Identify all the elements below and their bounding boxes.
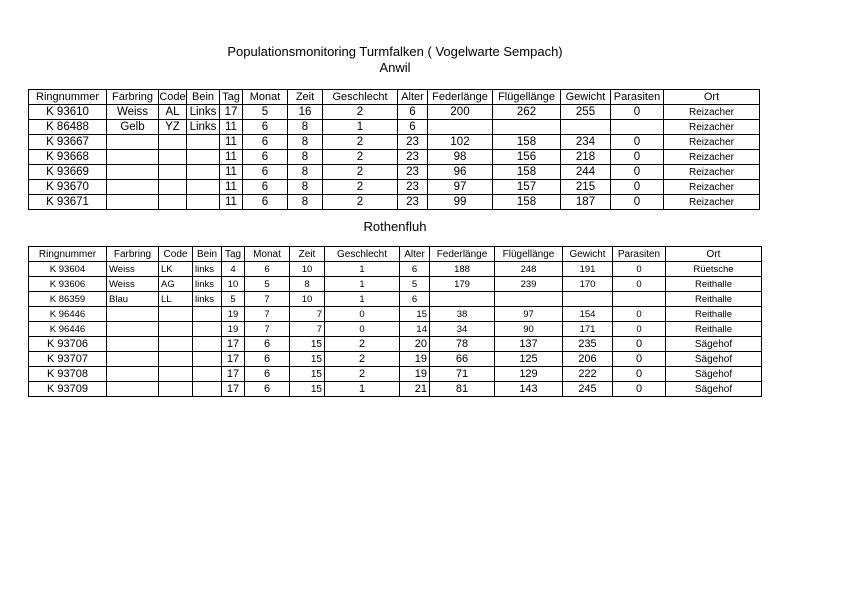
cell-monat: 6 <box>245 337 290 352</box>
cell-gewicht: 235 <box>563 337 613 352</box>
cell-zeit: 8 <box>290 277 325 292</box>
cell-parasiten: 0 <box>611 105 664 120</box>
rothenfluh-table <box>28 246 762 397</box>
cell-farbring <box>107 352 159 367</box>
cell-ringnummer: K 93670 <box>29 180 107 195</box>
column-header-fluegellaenge: Flügellänge <box>493 90 561 105</box>
cell-parasiten <box>613 292 666 307</box>
column-header-code: Code <box>159 247 193 262</box>
cell-farbring: Weiss <box>107 262 159 277</box>
table-row <box>29 165 760 180</box>
cell-zeit: 15 <box>290 367 325 382</box>
cell-code: AL <box>159 105 187 120</box>
cell-bein: links <box>193 262 222 277</box>
column-header-geschlecht: Geschlecht <box>323 90 398 105</box>
cell-code <box>159 165 187 180</box>
cell-bein <box>187 150 220 165</box>
cell-fluegellaenge: 248 <box>495 262 563 277</box>
anwil-table <box>28 89 760 210</box>
cell-code: AG <box>159 277 193 292</box>
cell-ort: Reizacher <box>664 195 760 210</box>
cell-farbring: Gelb <box>107 120 159 135</box>
column-header-farbring: Farbring <box>107 90 159 105</box>
cell-tag: 17 <box>222 352 245 367</box>
cell-zeit: 8 <box>288 120 323 135</box>
cell-parasiten: 0 <box>611 165 664 180</box>
cell-fluegellaenge <box>495 292 563 307</box>
cell-gewicht: 187 <box>561 195 611 210</box>
cell-geschlecht: 1 <box>325 382 400 397</box>
cell-tag: 11 <box>220 135 243 150</box>
cell-ort: Sägehof <box>666 352 762 367</box>
cell-ort: Reithalle <box>666 277 762 292</box>
cell-parasiten: 0 <box>613 352 666 367</box>
cell-federlaenge: 78 <box>430 337 495 352</box>
cell-gewicht: 244 <box>561 165 611 180</box>
cell-federlaenge: 66 <box>430 352 495 367</box>
cell-code <box>159 337 193 352</box>
column-header-bein: Bein <box>193 247 222 262</box>
cell-tag: 11 <box>220 150 243 165</box>
cell-monat: 6 <box>243 135 288 150</box>
cell-tag: 11 <box>220 120 243 135</box>
cell-gewicht: 234 <box>561 135 611 150</box>
column-header-code: Code <box>159 90 186 103</box>
cell-geschlecht: 2 <box>325 367 400 382</box>
cell-gewicht: 206 <box>563 352 613 367</box>
cell-bein <box>193 322 222 337</box>
cell-alter: 6 <box>400 292 430 307</box>
cell-code <box>159 135 187 150</box>
cell-parasiten: 0 <box>613 382 666 397</box>
column-header-geschlecht: Geschlecht <box>325 247 400 262</box>
cell-ringnummer: K 93708 <box>29 367 107 382</box>
cell-fluegellaenge: 157 <box>493 180 561 195</box>
cell-code: LL <box>159 292 193 307</box>
column-header-ort: Ort <box>664 90 760 105</box>
cell-ort: Reithalle <box>666 322 762 337</box>
cell-ort: Reizacher <box>664 150 760 165</box>
cell-gewicht: 245 <box>563 382 613 397</box>
cell-zeit: 8 <box>288 150 323 165</box>
cell-zeit: 8 <box>288 135 323 150</box>
cell-ort: Sägehof <box>666 337 762 352</box>
cell-farbring <box>107 307 159 322</box>
cell-parasiten: 0 <box>611 135 664 150</box>
table-row <box>29 337 762 352</box>
cell-alter: 23 <box>398 135 428 150</box>
column-header-federlaenge: Federlänge <box>430 247 495 262</box>
cell-code <box>159 352 193 367</box>
cell-geschlecht: 2 <box>323 150 398 165</box>
cell-fluegellaenge: 137 <box>495 337 563 352</box>
cell-federlaenge <box>430 292 495 307</box>
cell-bein <box>187 165 220 180</box>
cell-parasiten: 0 <box>613 322 666 337</box>
cell-ort: Reithalle <box>666 307 762 322</box>
cell-ringnummer: K 93606 <box>29 277 107 292</box>
cell-tag: 5 <box>222 292 245 307</box>
cell-federlaenge: 188 <box>430 262 495 277</box>
cell-farbring <box>107 367 159 382</box>
cell-zeit: 10 <box>290 262 325 277</box>
column-header-parasiten: Parasiten <box>613 247 666 262</box>
column-header-zeit: Zeit <box>288 90 323 105</box>
cell-zeit: 8 <box>288 180 323 195</box>
cell-ort: Reizacher <box>664 105 760 120</box>
cell-alter: 19 <box>400 352 430 367</box>
cell-code <box>159 367 193 382</box>
cell-ringnummer: K 93604 <box>29 262 107 277</box>
table-row <box>29 292 762 307</box>
cell-ort: Reizacher <box>664 135 760 150</box>
cell-alter: 21 <box>400 382 430 397</box>
cell-ringnummer: K 93667 <box>29 135 107 150</box>
document-title: Populationsmonitoring Turmfalken ( Vogelwarte Sempach) <box>227 44 563 59</box>
table-row <box>29 352 762 367</box>
cell-tag: 17 <box>222 337 245 352</box>
cell-federlaenge: 71 <box>430 367 495 382</box>
cell-farbring <box>107 322 159 337</box>
cell-bein <box>187 195 220 210</box>
cell-gewicht: 215 <box>561 180 611 195</box>
table-row <box>29 120 760 135</box>
cell-federlaenge: 98 <box>428 150 493 165</box>
cell-farbring: Weiss <box>107 277 159 292</box>
cell-parasiten: 0 <box>613 307 666 322</box>
cell-alter: 5 <box>400 277 430 292</box>
cell-gewicht: 170 <box>563 277 613 292</box>
anwil-header-row <box>29 90 760 105</box>
cell-federlaenge: 200 <box>428 105 493 120</box>
cell-bein <box>193 367 222 382</box>
cell-tag: 4 <box>222 262 245 277</box>
cell-geschlecht: 1 <box>325 277 400 292</box>
cell-monat: 6 <box>245 262 290 277</box>
cell-fluegellaenge: 97 <box>495 307 563 322</box>
cell-code <box>159 307 193 322</box>
cell-ringnummer: K 96446 <box>29 307 107 322</box>
cell-geschlecht: 0 <box>325 322 400 337</box>
column-header-farbring: Farbring <box>107 247 159 262</box>
cell-farbring <box>107 180 159 195</box>
cell-ringnummer: K 93706 <box>29 337 107 352</box>
cell-alter: 23 <box>398 150 428 165</box>
cell-geschlecht: 2 <box>325 352 400 367</box>
column-header-ringnummer: Ringnummer <box>29 247 107 262</box>
cell-fluegellaenge: 156 <box>493 150 561 165</box>
cell-gewicht: 218 <box>561 150 611 165</box>
cell-ringnummer: K 93709 <box>29 382 107 397</box>
cell-alter: 19 <box>400 367 430 382</box>
cell-ringnummer: K 93610 <box>29 105 107 120</box>
table-row <box>29 135 760 150</box>
cell-federlaenge: 96 <box>428 165 493 180</box>
column-header-federlaenge: Federlänge <box>428 90 493 105</box>
cell-zeit: 7 <box>290 322 325 337</box>
cell-tag: 11 <box>220 195 243 210</box>
cell-geschlecht: 2 <box>323 180 398 195</box>
cell-code <box>159 180 187 195</box>
cell-zeit: 16 <box>288 105 323 120</box>
cell-alter: 6 <box>398 120 428 135</box>
cell-ort: Reizacher <box>664 120 760 135</box>
cell-zeit: 10 <box>290 292 325 307</box>
cell-geschlecht: 1 <box>323 120 398 135</box>
cell-geschlecht: 2 <box>323 195 398 210</box>
column-header-alter: Alter <box>400 247 430 262</box>
cell-farbring <box>107 150 159 165</box>
cell-ringnummer: K 93707 <box>29 352 107 367</box>
table-row <box>29 150 760 165</box>
cell-code <box>159 322 193 337</box>
cell-federlaenge: 34 <box>430 322 495 337</box>
cell-zeit: 7 <box>290 307 325 322</box>
cell-alter: 14 <box>400 322 430 337</box>
cell-bein: Links <box>187 120 220 135</box>
cell-geschlecht: 2 <box>323 135 398 150</box>
cell-ringnummer: K 86359 <box>29 292 107 307</box>
cell-parasiten: 0 <box>611 150 664 165</box>
table-row <box>29 277 762 292</box>
cell-farbring <box>107 382 159 397</box>
cell-ort: Rüetsche <box>666 262 762 277</box>
cell-ringnummer: K 96446 <box>29 322 107 337</box>
cell-federlaenge: 81 <box>430 382 495 397</box>
cell-federlaenge: 97 <box>428 180 493 195</box>
table-row <box>29 307 762 322</box>
cell-gewicht: 191 <box>563 262 613 277</box>
cell-gewicht <box>563 292 613 307</box>
cell-monat: 5 <box>243 105 288 120</box>
column-header-tag: Tag <box>222 247 245 262</box>
column-header-ringnummer: Ringnummer <box>29 90 107 105</box>
cell-farbring: Blau <box>107 292 159 307</box>
cell-parasiten: 0 <box>613 337 666 352</box>
cell-parasiten: 0 <box>613 367 666 382</box>
column-header-gewicht: Gewicht <box>563 247 613 262</box>
column-header-parasiten: Parasiten <box>611 90 664 105</box>
cell-fluegellaenge: 143 <box>495 382 563 397</box>
cell-fluegellaenge: 158 <box>493 135 561 150</box>
table-row <box>29 105 760 120</box>
cell-code <box>159 382 193 397</box>
cell-bein: links <box>193 277 222 292</box>
cell-monat: 6 <box>243 180 288 195</box>
cell-parasiten <box>611 120 664 135</box>
cell-monat: 6 <box>243 165 288 180</box>
cell-gewicht: 255 <box>561 105 611 120</box>
cell-geschlecht: 2 <box>323 105 398 120</box>
cell-farbring: Weiss <box>107 105 159 120</box>
cell-monat: 6 <box>243 150 288 165</box>
cell-gewicht: 171 <box>563 322 613 337</box>
cell-alter: 23 <box>398 195 428 210</box>
cell-ringnummer: K 86488 <box>29 120 107 135</box>
cell-ort: Sägehof <box>666 382 762 397</box>
cell-alter: 6 <box>400 262 430 277</box>
cell-bein <box>193 382 222 397</box>
cell-code: YZ <box>159 120 187 135</box>
column-header-gewicht: Gewicht <box>561 90 611 105</box>
cell-geschlecht: 2 <box>325 337 400 352</box>
cell-geschlecht: 0 <box>325 307 400 322</box>
table-row <box>29 195 760 210</box>
cell-monat: 7 <box>245 307 290 322</box>
cell-ringnummer: K 93668 <box>29 150 107 165</box>
cell-ringnummer: K 93671 <box>29 195 107 210</box>
cell-federlaenge: 38 <box>430 307 495 322</box>
cell-farbring <box>107 195 159 210</box>
cell-code <box>159 195 187 210</box>
cell-bein <box>193 352 222 367</box>
cell-fluegellaenge <box>493 120 561 135</box>
cell-bein: links <box>193 292 222 307</box>
cell-bein <box>193 337 222 352</box>
cell-alter: 23 <box>398 165 428 180</box>
cell-monat: 7 <box>245 322 290 337</box>
cell-farbring <box>107 165 159 180</box>
cell-federlaenge: 99 <box>428 195 493 210</box>
rothenfluh-header-row <box>29 247 762 262</box>
cell-fluegellaenge: 90 <box>495 322 563 337</box>
column-header-ort: Ort <box>666 247 762 262</box>
table-row <box>29 367 762 382</box>
cell-bein <box>187 180 220 195</box>
cell-code <box>159 150 187 165</box>
cell-zeit: 8 <box>288 165 323 180</box>
cell-monat: 5 <box>245 277 290 292</box>
table-row <box>29 322 762 337</box>
cell-bein <box>193 307 222 322</box>
cell-monat: 6 <box>245 367 290 382</box>
cell-code: LK <box>159 262 193 277</box>
cell-bein: Links <box>187 105 220 120</box>
column-header-monat: Monat <box>243 90 288 105</box>
cell-tag: 17 <box>220 105 243 120</box>
cell-geschlecht: 1 <box>325 262 400 277</box>
cell-fluegellaenge: 158 <box>493 165 561 180</box>
column-header-alter: Alter <box>398 90 428 105</box>
cell-bein <box>187 135 220 150</box>
cell-monat: 6 <box>243 120 288 135</box>
table-row <box>29 180 760 195</box>
cell-monat: 6 <box>245 382 290 397</box>
cell-zeit: 15 <box>290 382 325 397</box>
section-heading-rothenfluh: Rothenfluh <box>363 219 427 234</box>
cell-alter: 23 <box>398 180 428 195</box>
cell-fluegellaenge: 239 <box>495 277 563 292</box>
cell-ringnummer: K 93669 <box>29 165 107 180</box>
cell-gewicht: 222 <box>563 367 613 382</box>
cell-parasiten: 0 <box>611 180 664 195</box>
cell-gewicht: 154 <box>563 307 613 322</box>
cell-zeit: 8 <box>288 195 323 210</box>
table-row <box>29 382 762 397</box>
cell-geschlecht: 2 <box>323 165 398 180</box>
cell-ort: Sägehof <box>666 367 762 382</box>
cell-tag: 11 <box>220 165 243 180</box>
cell-tag: 17 <box>222 367 245 382</box>
cell-federlaenge <box>428 120 493 135</box>
cell-federlaenge: 102 <box>428 135 493 150</box>
cell-fluegellaenge: 125 <box>495 352 563 367</box>
section-heading-anwil: Anwil <box>379 60 411 75</box>
table-row <box>29 262 762 277</box>
cell-tag: 17 <box>222 382 245 397</box>
cell-monat: 7 <box>245 292 290 307</box>
cell-parasiten: 0 <box>611 195 664 210</box>
cell-alter: 15 <box>400 307 430 322</box>
column-header-tag: Tag <box>220 90 243 105</box>
cell-farbring <box>107 337 159 352</box>
cell-tag: 11 <box>220 180 243 195</box>
column-header-fluegellaenge: Flügellänge <box>495 247 563 262</box>
column-header-monat: Monat <box>245 247 290 262</box>
cell-fluegellaenge: 158 <box>493 195 561 210</box>
cell-geschlecht: 1 <box>325 292 400 307</box>
cell-fluegellaenge: 262 <box>493 105 561 120</box>
cell-zeit: 15 <box>290 352 325 367</box>
cell-tag: 19 <box>222 322 245 337</box>
column-header-bein: Bein <box>187 90 220 105</box>
cell-ort: Reithalle <box>666 292 762 307</box>
cell-monat: 6 <box>245 352 290 367</box>
column-header-zeit: Zeit <box>290 247 325 262</box>
cell-monat: 6 <box>243 195 288 210</box>
cell-federlaenge: 179 <box>430 277 495 292</box>
cell-fluegellaenge: 129 <box>495 367 563 382</box>
cell-parasiten: 0 <box>613 277 666 292</box>
cell-alter: 6 <box>398 105 428 120</box>
cell-zeit: 15 <box>290 337 325 352</box>
cell-farbring <box>107 135 159 150</box>
cell-ort: Reizacher <box>664 180 760 195</box>
cell-tag: 10 <box>222 277 245 292</box>
cell-parasiten: 0 <box>613 262 666 277</box>
cell-gewicht <box>561 120 611 135</box>
cell-ort: Reizacher <box>664 165 760 180</box>
cell-alter: 20 <box>400 337 430 352</box>
cell-tag: 19 <box>222 307 245 322</box>
